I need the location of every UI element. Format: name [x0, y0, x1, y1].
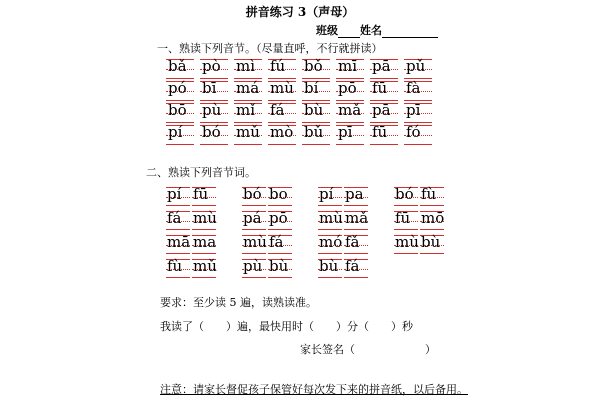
syllable-cell: [302, 80, 336, 101]
word-syllable: mù: [395, 233, 419, 251]
syllable-text: pí: [168, 123, 183, 141]
syllable-row: [166, 80, 438, 102]
section2-heading: 二、熟读下列音节词。: [146, 166, 256, 179]
word-cell: [394, 234, 470, 256]
word-syllable: fá: [345, 257, 360, 275]
syllable-text: fú: [270, 57, 286, 75]
name-blank: [382, 26, 438, 38]
word-cell: [242, 258, 318, 280]
word-cell: [242, 234, 318, 256]
word-row: [166, 210, 470, 234]
class-label: 班级: [316, 24, 338, 37]
section1-heading: 一、熟读下列音节。（尽量直呼，不行就拼读）: [157, 42, 383, 55]
syllable-text: pā: [372, 101, 391, 119]
syllable-cell: [302, 124, 336, 145]
syllable-cell: [336, 102, 370, 123]
syllable-text: pó: [168, 79, 187, 97]
word-syllable: fá: [269, 233, 284, 251]
requirement-text: 要求：至少读 5 遍，读熟读准。: [160, 296, 317, 309]
word-syllable: pá: [243, 209, 262, 227]
syllable-cell: [166, 102, 200, 123]
syllable-cell: [200, 102, 234, 123]
syllable-cell: [336, 80, 370, 101]
syllable-text: fū: [372, 123, 388, 141]
word-syllable: bù: [421, 233, 441, 251]
syllable-cell: [404, 80, 438, 101]
syllable-cell: [166, 124, 200, 145]
syllable-cell: [404, 124, 438, 145]
syllable-row: [166, 58, 438, 80]
syllable-cell: [200, 124, 234, 145]
word-row: [166, 186, 470, 210]
syllable-cell: [234, 80, 268, 101]
parent-signature-label: 家长签名（: [300, 343, 355, 356]
syllable-grid: [166, 58, 438, 146]
syllable-text: má: [236, 79, 260, 97]
word-syllable: ma: [193, 233, 217, 251]
syllable-cell: [336, 58, 370, 79]
syllable-text: pò: [202, 57, 221, 75]
word-syllable: fǎ: [345, 233, 360, 251]
syllable-cell: [268, 102, 302, 123]
syllable-cell: [302, 102, 336, 123]
word-grid: [166, 186, 470, 282]
syllable-text: bó: [202, 123, 221, 141]
syllable-text: pù: [202, 101, 222, 119]
word-syllable: bó: [243, 185, 262, 203]
syllable-text: bī: [202, 79, 217, 97]
syllable-cell: [404, 102, 438, 123]
class-blank: [338, 26, 360, 38]
syllable-text: fó: [406, 123, 421, 141]
word-syllable: mù: [243, 233, 267, 251]
minutes-label: ）分（: [336, 320, 369, 333]
syllable-text: bǔ: [304, 123, 324, 141]
syllable-text: mǔ: [236, 123, 260, 141]
syllable-cell: [234, 124, 268, 145]
syllable-text: pō: [338, 79, 357, 97]
word-syllable: pa: [345, 185, 364, 203]
word-syllable: bo: [269, 185, 288, 203]
word-syllable: pō: [269, 209, 288, 227]
fastest-time-label: ）遍，最快用时（: [226, 320, 314, 333]
word-syllable: pí: [167, 185, 182, 203]
syllable-text: bō: [168, 101, 187, 119]
word-cell: [166, 258, 242, 280]
word-syllable: mǔ: [193, 257, 217, 275]
syllable-cell: [370, 80, 404, 101]
syllable-text: bù: [304, 101, 324, 119]
syllable-cell: [166, 58, 200, 79]
syllable-cell: [336, 124, 370, 145]
word-syllable: pí: [319, 185, 334, 203]
word-syllable: mā: [167, 233, 191, 251]
word-syllable: mó: [319, 233, 343, 251]
syllable-text: pī: [406, 101, 421, 119]
word-cell: [166, 186, 242, 208]
word-cell: [242, 186, 318, 208]
word-syllable: fù: [167, 257, 183, 275]
syllable-cell: [302, 58, 336, 79]
syllable-cell: [404, 58, 438, 79]
seconds-label: ）秒: [391, 320, 413, 333]
syllable-text: bǒ: [304, 57, 323, 75]
syllable-text: bí: [304, 79, 319, 97]
syllable-text: fà: [406, 79, 421, 97]
syllable-cell: [268, 58, 302, 79]
word-syllable: fù: [421, 185, 437, 203]
syllable-cell: [166, 80, 200, 101]
parent-signature-line: [300, 341, 436, 357]
name-label: 姓名: [360, 24, 382, 37]
syllable-text: fū: [372, 79, 388, 97]
word-syllable: fá: [167, 209, 182, 227]
syllable-text: mù: [270, 79, 294, 97]
syllable-cell: [234, 102, 268, 123]
word-syllable: mǎ: [345, 209, 369, 227]
syllable-text: pǔ: [406, 57, 426, 75]
syllable-text: pā: [372, 57, 391, 75]
syllable-text: mò: [270, 123, 294, 141]
syllable-row: [166, 124, 438, 146]
syllable-cell: [200, 80, 234, 101]
word-cell: [394, 210, 470, 232]
word-cell: [318, 234, 394, 256]
syllable-cell: [370, 102, 404, 123]
word-syllable: mù: [193, 209, 217, 227]
syllable-text: mì: [236, 57, 256, 75]
syllable-cell: [268, 124, 302, 145]
reading-record-line: [160, 318, 413, 334]
syllable-text: mǎ: [338, 101, 362, 119]
page-title: 拼音练习 3（声母）: [245, 5, 355, 19]
word-syllable: pù: [243, 257, 263, 275]
word-cell: [318, 210, 394, 232]
word-cell: [242, 210, 318, 232]
syllable-text: bǎ: [168, 57, 187, 75]
word-row: [166, 258, 470, 282]
word-syllable: bó: [395, 185, 414, 203]
word-syllable: bù: [319, 257, 339, 275]
parent-signature-close: ）: [425, 343, 436, 356]
syllable-cell: [268, 80, 302, 101]
word-syllable: mù: [319, 209, 343, 227]
syllable-cell: [234, 58, 268, 79]
word-syllable: mō: [421, 209, 445, 227]
word-cell: [318, 186, 394, 208]
word-syllable: fū: [193, 185, 209, 203]
syllable-row: [166, 102, 438, 124]
word-cell: [394, 186, 470, 208]
syllable-text: pī: [338, 123, 353, 141]
class-name-line: [316, 22, 438, 38]
word-syllable: fū: [395, 209, 411, 227]
note-text: 注意：请家长督促孩子保管好每次发下来的拼音纸，以后备用。: [160, 383, 468, 396]
word-cell: [166, 234, 242, 256]
reading-count-label: 我读了（: [160, 320, 204, 333]
syllable-text: fá: [270, 101, 285, 119]
syllable-cell: [200, 58, 234, 79]
word-row: [166, 234, 470, 258]
word-syllable: bù: [269, 257, 289, 275]
word-cell: [318, 258, 394, 280]
syllable-cell: [370, 58, 404, 79]
syllable-cell: [370, 124, 404, 145]
syllable-text: mī: [338, 57, 358, 75]
word-cell: [166, 210, 242, 232]
syllable-text: mǐ: [236, 101, 256, 119]
